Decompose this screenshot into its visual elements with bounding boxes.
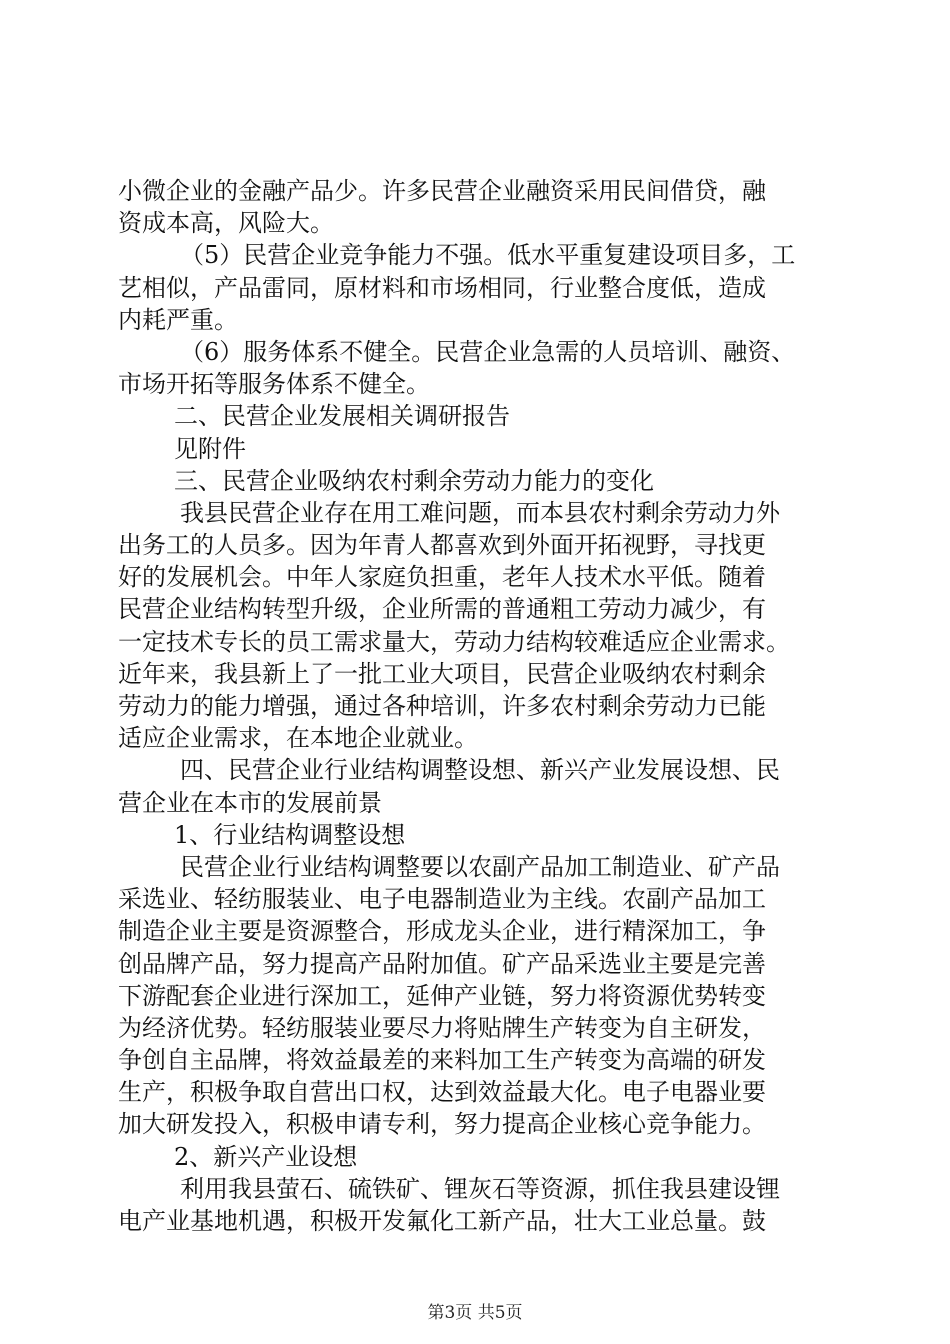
text-line: 劳动力的能力增强，通过各种培训，许多农村剩余劳动力已能 [118, 692, 766, 720]
text-line: 电产业基地机遇，积极开发氟化工新产品，壮大工业总量。鼓 [118, 1207, 766, 1235]
section-heading: 四、民营企业行业结构调整设想、新兴产业发展设想、民 [180, 756, 780, 785]
text-line: 加大研发投入，积极申请专利，努力提高企业核心竞争能力。 [118, 1110, 766, 1139]
subsection-heading: 1、行业结构调整设想 [174, 820, 406, 849]
text-line: 内耗严重。 [118, 305, 238, 334]
text-line: 争创自主品牌，将效益最差的来料加工生产转变为高端的研发 [118, 1046, 766, 1075]
text-line: 一定技术专长的员工需求量大，劳动力结构较难适应企业需求。 [118, 627, 790, 656]
text-line: 民营企业结构转型升级，企业所需的普通粗工劳动力减少，有 [118, 595, 766, 624]
text-line: 好的发展机会。中年人家庭负担重，老年人技术水平低。随着 [118, 563, 766, 592]
text-line: （5）民营企业竞争能力不强。低水平重复建设项目多，工 [180, 241, 796, 270]
text-line: 近年来，我县新上了一批工业大项目，民营企业吸纳农村剩余 [118, 659, 766, 688]
section-heading: 二、民营企业发展相关调研报告 [174, 402, 510, 431]
text-line: 艺相似，产品雷同，原材料和市场相同，行业整合度低，造成 [118, 273, 766, 302]
text-line: 见附件 [174, 434, 246, 463]
section-heading: 三、民营企业吸纳农村剩余劳动力能力的变化 [174, 466, 654, 495]
subsection-heading: 2、新兴产业设想 [174, 1142, 358, 1171]
text-line: 适应企业需求，在本地企业就业。 [118, 724, 478, 753]
document-body [118, 175, 833, 1237]
text-line: 利用我县萤石、硫铁矿、锂灰石等资源，抓住我县建设锂 [180, 1174, 780, 1203]
text-line: 下游配套企业进行深加工，延伸产业链，努力将资源优势转变 [118, 981, 766, 1010]
text-line: 为经济优势。轻纺服装业要尽力将贴牌生产转变为自主研发， [118, 1013, 766, 1042]
text-line: 生产，积极争取自营出口权，达到效益最大化。电子电器业要 [118, 1078, 766, 1107]
section-heading: 营企业在本市的发展前景 [118, 788, 382, 817]
text-line: 采选业、轻纺服装业、电子电器制造业为主线。农副产品加工 [118, 885, 766, 914]
text-line: 小微企业的金融产品少。许多民营企业融资采用民间借贷，融 [118, 177, 766, 205]
text-line: 民营企业行业结构调整要以农副产品加工制造业、矿产品 [180, 852, 780, 881]
text-line: 市场开拓等服务体系不健全。 [118, 370, 430, 399]
text-line: 资成本高，风险大。 [118, 209, 334, 238]
page-number-footer: 第3页 共5页 [427, 1303, 523, 1323]
text-line: 制造企业主要是资源整合，形成龙头企业，进行精深加工，争 [118, 917, 766, 946]
text-line: 创品牌产品，努力提高产品附加值。矿产品采选业主要是完善 [118, 949, 766, 978]
text-line: 出务工的人员多。因为年青人都喜欢到外面开拓视野，寻找更 [118, 531, 766, 560]
text-line: （6）服务体系不健全。民营企业急需的人员培训、融资、 [180, 337, 796, 366]
text-line: 我县民营企业存在用工难问题，而本县农村剩余劳动力外 [180, 498, 780, 527]
